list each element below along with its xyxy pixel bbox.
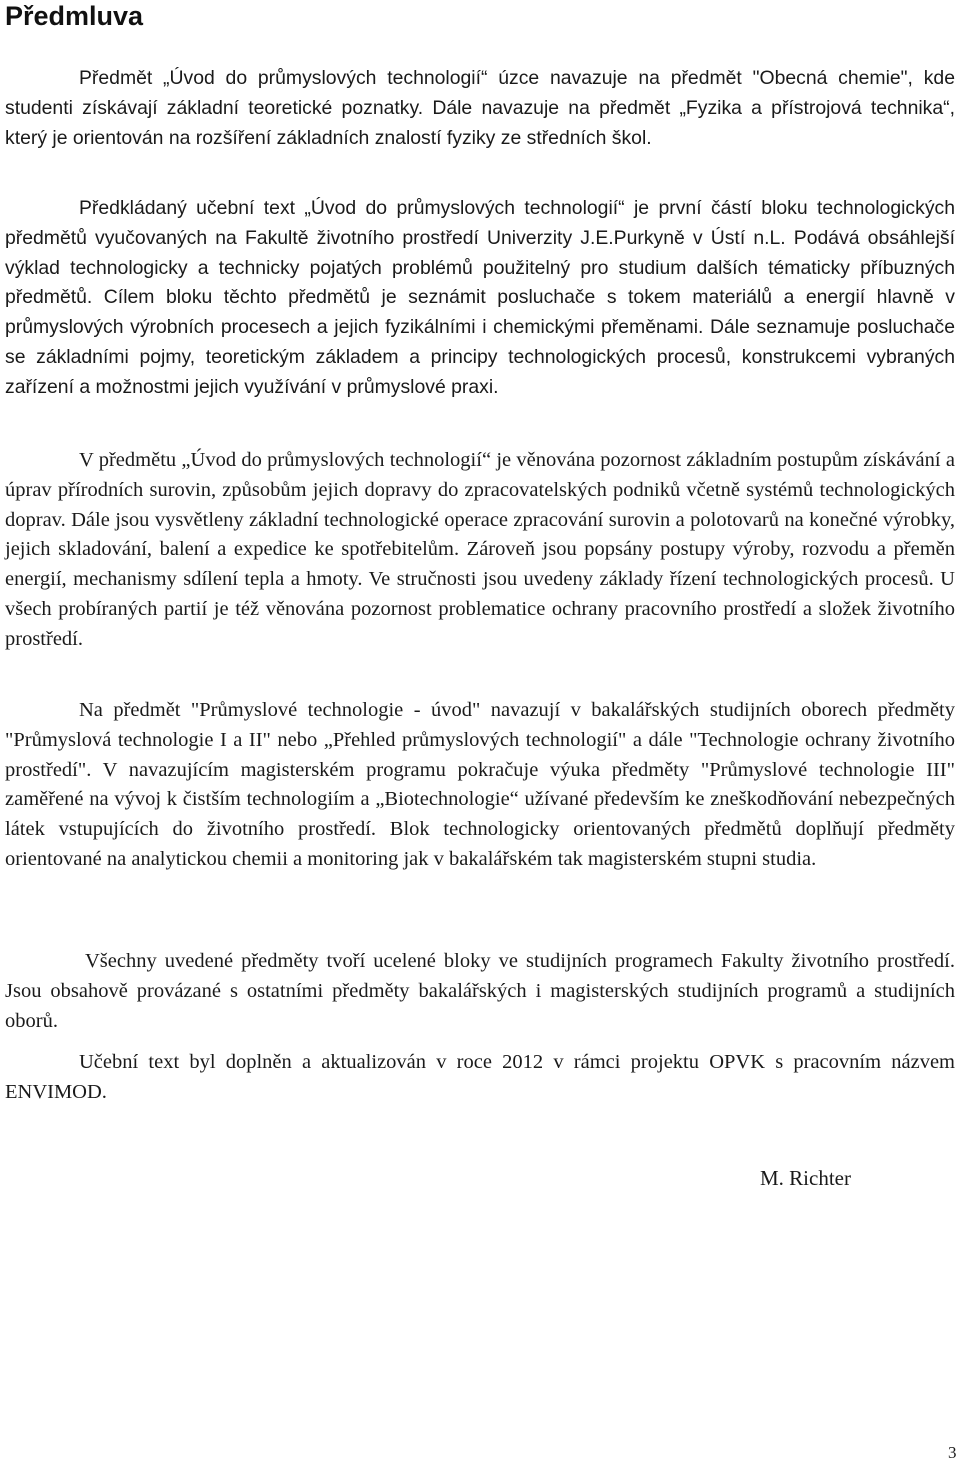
paragraph-course-content: V předmětu „Úvod do průmyslových technologií“ je věnována pozornost základním postupům získávání a úprav přírodních surovin, způsobům jejich dopravy do zpracovatelských podniků včetně systémů technologických doprav. Dále jsou vysvětleny základní technologické operace zpracování surovin a polotovarů na konečné výrobky, jejich skladování, balení a expedice ke spotřebitelům. Zároveň jsou popsány postupy výroby, rozvodu a přeměn energií, mechanismy sdílení tepla a hmoty. Ve stručnosti jsou uvedeny základy řízení technologických procesů. U všech probíraných partií je též věnována pozornost problematice ochrany pracovního prostředí a složek životního prostředí. [5, 449, 955, 650]
paragraph-text-overview: Předkládaný učební text „Úvod do průmyslových technologií“ je první částí bloku technologických předmětů vyučovaných na Fakultě životního prostředí Univerzity J.E.Purkyně v Ústí n.L. Podává obsáhlejší výklad technologicky a technicky pojatých problémů použitelný pro studium dalších tématicky příbuzných předmětů. Cílem bloku těchto předmětů je seznámit posluchače s tokem materiálů a energií hlavně v průmyslových výrobních procesech a jejich fyzikálními i chemickými přeměnami. Dále seznamuje posluchače se základními pojmy, teoretickým základem a principy technologických procesů, konstrukcemi vybraných zařízení a možnostmi jejich využívání v průmyslové praxi. [5, 197, 955, 398]
paragraph-study-programs: Všechny uvedené předměty tvoří ucelené bloky ve studijních programech Fakulty životního prostředí. Jsou obsahově provázané s ostatními předměty bakalářských i magisterských studijních programů a studijních oborů. [5, 950, 955, 1032]
author-signature: M. Richter [760, 1166, 851, 1190]
page-number: 3 [948, 1443, 957, 1462]
paragraph-update-note: Učební text byl doplněn a aktualizován v roce 2012 v rámci projektu OPVK s pracovním názvem ENVIMOD. [5, 1051, 955, 1103]
paragraph-intro: Předmět „Úvod do průmyslových technologií“ úzce navazuje na předmět "Obecná chemie", kde studenti získávají základní teoretické poznatky. Dále navazuje na předmět „Fyzika a přístrojová technika“, který je orientován na rozšíření základních znalostí fyziky ze středních škol. [5, 67, 955, 149]
paragraph-follow-up-courses: Na předmět "Průmyslové technologie - úvod" navazují v bakalářských studijních oborech předměty "Průmyslová technologie I a II" nebo „Přehled průmyslových technologií" a dále "Technologie ochrany životního prostředí". V navazujícím magisterském programu pokračuje výuka předměty "Průmyslové technologie III" zaměřené na vývoj k čistším technologiím a „Biotechnologie“ užívané především ke zneškodňování nebezpečných látek vstupujících do životního prostředí. Blok technologicky orientovaných předmětů doplňují předměty orientované na analytickou chemii a monitoring jak v bakalářském tak magisterském stupni studia. [5, 699, 955, 870]
page-title: Předmluva [5, 1, 144, 31]
